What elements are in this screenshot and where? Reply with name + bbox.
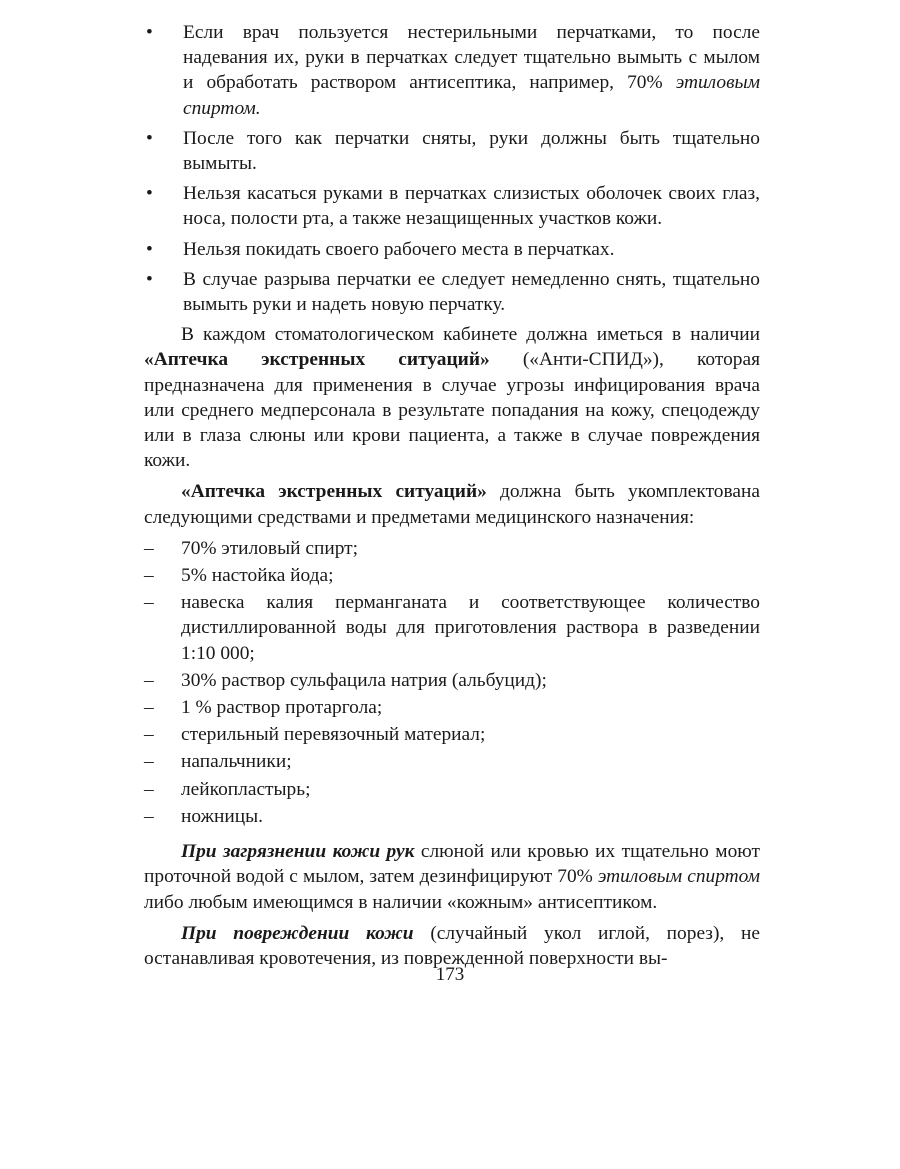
list-item-text: После того как перчатки сняты, руки должны быть тщательно вымыты. xyxy=(183,127,760,175)
page-number: 173 xyxy=(435,964,465,985)
list-item-text: навеска калия перманганата и соответствующее количество дистиллированной воды для приготовления раствора в разведении 1:10 000; xyxy=(181,592,760,664)
paragraph-skin-injury: При повреждении кожи (случайный укол иглой, порез), не останавливая кровотечения, из поврежденной поверхности вы- xyxy=(144,922,760,969)
paragraph-skin-contamination: При загрязнении кожи рук слюной или кровью их тщательно моют проточной водой с мылом, затем дезинфицируют 70% этиловым спиртом либо любым имеющимся в наличии «кожным» антисептиком. xyxy=(144,841,760,913)
list-item xyxy=(144,695,760,720)
bullet-marker: • xyxy=(146,183,153,205)
bold-italic-heading: При загрязнении кожи рук xyxy=(181,841,415,863)
list-item xyxy=(144,536,760,561)
bullet-marker: • xyxy=(146,238,153,260)
paragraph-kit-intro: В каждом стоматологическом кабинете должна иметься в наличии «Аптечка экстренных ситуаций» («Анти-СПИД»), которая предназначена для применения в случае угрозы инфицирования врача или среднего медперсонала в результате попадания на кожу, спецодежду или в глаза слюны или крови пациента, а также в случае повреждения кожи. xyxy=(144,324,760,472)
list-item xyxy=(144,668,760,693)
dash-marker: – xyxy=(144,751,154,773)
list-item-text: Если врач пользуется нестерильными перчатками, то после надевания их, руки в перчатках следует тщательно вымыть с мылом и обработать раствором антисептика, например, 70% этиловым спиртом. xyxy=(183,22,760,119)
bold-italic-heading: При повреждении кожи xyxy=(181,922,414,944)
dash-marker: – xyxy=(144,724,154,746)
list-item-text: Нельзя касаться руками в перчатках слизистых оболочек своих глаз, носа, полости рта, а также незащищенных участков кожи. xyxy=(183,183,760,230)
list-item xyxy=(144,563,760,588)
kit-name-bold: «Аптечка экстренных ситуаций» xyxy=(181,481,487,503)
list-item xyxy=(144,749,760,774)
list-item-text: 70% этиловый спирт; xyxy=(181,537,359,559)
list-item xyxy=(144,237,760,262)
list-item-text: 30% раствор сульфацила натрия (альбуцид); xyxy=(181,669,547,691)
list-item-text: В случае разрыва перчатки ее следует немедленно снять, тщательно вымыть руки и надеть новую перчатку. xyxy=(183,268,760,316)
list-item-text: 5% настойка йода; xyxy=(181,565,334,587)
list-item-text: лейкопластырь; xyxy=(181,778,311,800)
dash-marker: – xyxy=(144,669,154,691)
list-item xyxy=(144,126,760,176)
italic-term: этиловым спиртом xyxy=(597,866,760,888)
list-item xyxy=(144,20,760,121)
list-item-text: ножницы. xyxy=(181,805,263,827)
dash-marker: – xyxy=(144,565,154,587)
italic-term: этиловым спиртом. xyxy=(183,72,760,119)
list-item-text: напальчники; xyxy=(181,751,292,773)
list-item-text: 1 % раствор протаргола; xyxy=(181,697,383,719)
list-item-text: Нельзя покидать своего рабочего места в перчатках. xyxy=(183,238,615,260)
paragraph-kit-contents: «Аптечка экстренных ситуаций» должна быть укомплектована следующими средствами и предметами медицинского назначения: xyxy=(144,481,760,528)
dash-marker: – xyxy=(144,805,154,827)
list-item xyxy=(144,722,760,747)
dash-marker: – xyxy=(144,592,154,614)
bullet-list xyxy=(144,20,760,317)
bullet-marker: • xyxy=(146,127,153,149)
list-item xyxy=(144,777,760,802)
list-item xyxy=(144,267,760,317)
page-content xyxy=(144,20,760,977)
kit-contents-list xyxy=(144,536,760,829)
bullet-marker: • xyxy=(146,22,153,43)
list-item xyxy=(144,181,760,231)
list-item xyxy=(144,590,760,666)
dash-marker: – xyxy=(144,697,154,719)
list-item-text: стерильный перевязочный материал; xyxy=(181,724,486,746)
bullet-marker: • xyxy=(146,268,153,290)
dash-marker: – xyxy=(144,778,154,800)
dash-marker: – xyxy=(144,537,154,559)
list-item xyxy=(144,804,760,829)
kit-name-bold: «Аптечка экстренных ситуаций» xyxy=(144,349,490,371)
